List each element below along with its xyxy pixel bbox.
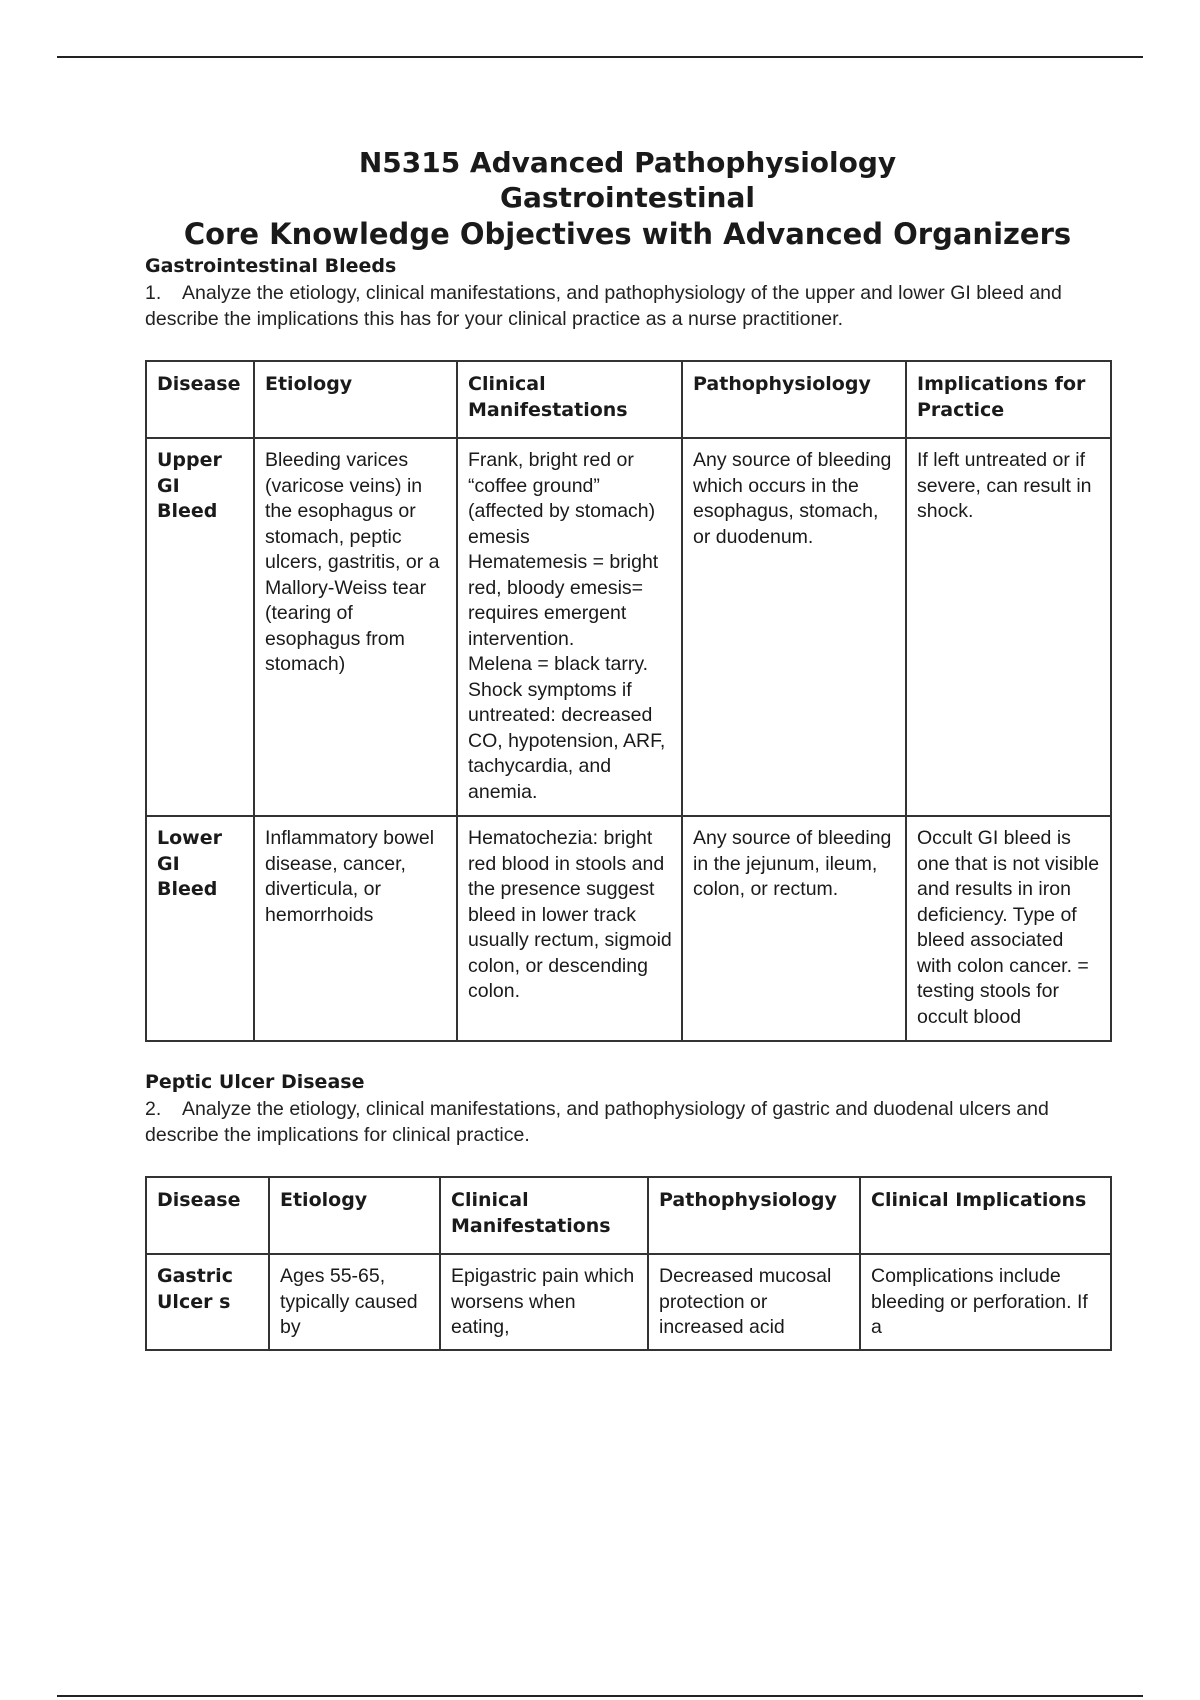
gi-bleeds-table: [145, 360, 1112, 1042]
manifestations-cell: [457, 816, 682, 1041]
manifestations-cell: Epigastric pain which worsens when eating,: [440, 1254, 648, 1350]
table-header-row: [146, 1177, 1111, 1254]
etiology-cell: Inflammatory bowel disease, cancer, diverticula, or hemorrhoids: [254, 816, 457, 1041]
pathophysiology-cell: Decreased mucosal protection or increased acid: [648, 1254, 860, 1350]
column-header: Etiology: [269, 1177, 440, 1254]
objective-number: 1.: [145, 282, 162, 304]
pathophysiology-cell: Any source of bleeding which occurs in the esophagus, stomach, or duodenum.: [682, 438, 906, 816]
table-row: [146, 438, 1111, 816]
column-header: Clinical Implications: [860, 1177, 1111, 1254]
peptic-ulcer-table: [145, 1176, 1112, 1351]
table-row: [146, 1254, 1111, 1350]
unit-title: Gastrointestinal: [500, 181, 755, 214]
manifestation-line: Shock symptoms if untreated: decreased CO, hypotension, ARF, tachycardia, and anemia.: [468, 678, 666, 803]
document-body: [145, 145, 1110, 1351]
column-header: Clinical Manifestations: [440, 1177, 648, 1254]
objective-text: Analyze the etiology, clinical manifestations, and pathophysiology of the upper and lower GI bleed and describe the implications this has for your clinical practice as a nurse practitioner.: [145, 282, 1062, 330]
disease-cell: Gastric Ulcer s: [146, 1254, 269, 1350]
manifestation-line: Hematemesis = bright red, bloody emesis= requires emergent intervention.: [468, 551, 659, 650]
pathophysiology-cell: Any source of bleeding in the jejunum, ileum, colon, or rectum.: [682, 816, 906, 1041]
manifestation-line: Frank, bright red or “coffee ground” (affected by stomach) emesis: [468, 449, 656, 548]
column-header: Pathophysiology: [682, 361, 906, 438]
etiology-cell: Ages 55-65, typically caused by: [269, 1254, 440, 1350]
section-heading-peptic-ulcer: Peptic Ulcer Disease: [145, 1071, 365, 1093]
manifestations-cell: [457, 438, 682, 816]
manifestation-line: Hematochezia: bright red blood in stools and the presence suggest bleed in lower track usually rectum, sigmoid colon, or descending colon.: [468, 827, 672, 1002]
manifestation-line: Melena = black tarry.: [468, 653, 649, 675]
column-header: Implications for Practice: [906, 361, 1111, 438]
disease-cell: Upper GI Bleed: [146, 438, 254, 816]
objective-1: [145, 280, 1110, 332]
disease-cell: Lower GI Bleed: [146, 816, 254, 1041]
footer-rule: [57, 1695, 1143, 1697]
implications-cell: Occult GI bleed is one that is not visible and results in iron deficiency. Type of bleed associated with colon cancer. = testing stools for occult blood: [906, 816, 1111, 1041]
etiology-cell: Bleeding varices (varicose veins) in the esophagus or stomach, peptic ulcers, gastritis, or a Mallory-Weiss tear (tearing of esophagus from stomach): [254, 438, 457, 816]
objective-2: [145, 1096, 1110, 1148]
objective-number: 2.: [145, 1098, 162, 1120]
table-header-row: [146, 361, 1111, 438]
column-header: Disease: [146, 1177, 269, 1254]
column-header: Clinical Manifestations: [457, 361, 682, 438]
header-rule: [57, 56, 1143, 58]
objective-text: Analyze the etiology, clinical manifestations, and pathophysiology of gastric and duodenal ulcers and describe the implications for clinical practice.: [145, 1098, 1049, 1146]
column-header: Disease: [146, 361, 254, 438]
document-subtitle: Core Knowledge Objectives with Advanced Organizers: [183, 217, 1072, 251]
column-header: Pathophysiology: [648, 1177, 860, 1254]
table-row: [146, 816, 1111, 1041]
section-heading-gi-bleeds: Gastrointestinal Bleeds: [145, 255, 397, 277]
implications-cell: Complications include bleeding or perforation. If a: [860, 1254, 1111, 1350]
column-header: Etiology: [254, 361, 457, 438]
implications-cell: If left untreated or if severe, can result in shock.: [906, 438, 1111, 816]
course-title: N5315 Advanced Pathophysiology: [358, 146, 897, 179]
section-peptic-ulcer: [145, 1070, 1110, 1351]
